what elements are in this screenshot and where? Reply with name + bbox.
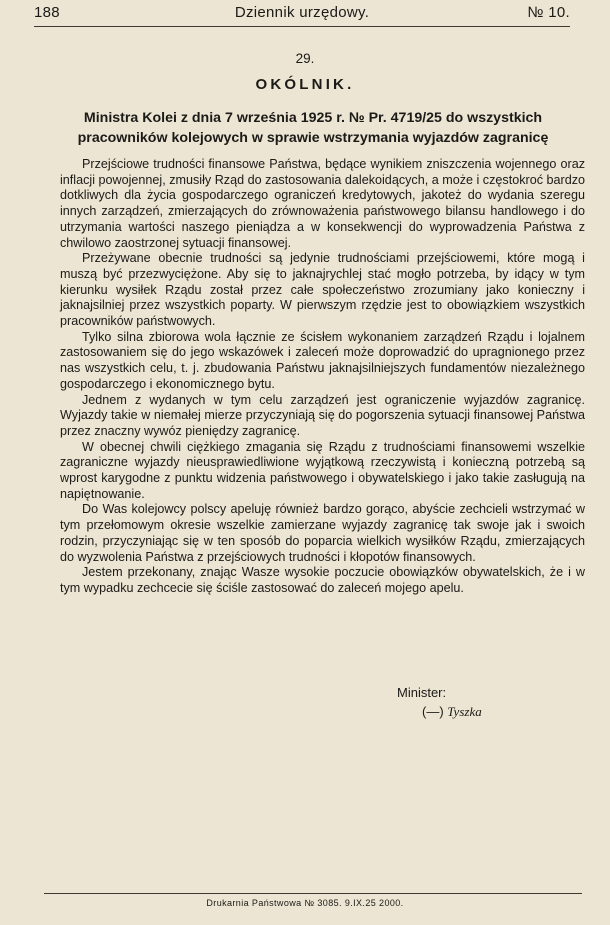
subtitle-line: Ministra Kolei z dnia 7 września 1925 r. № Pr. 4719/25 do wszystkich [83,110,543,126]
paragraph: Przejściowe trudności finansowe Państwa, będące wynikiem zniszczenia wojennego oraz inflacji powojennej, zmusiły Rząd do zastosowania dalekoidących, a może i częstokroć bardzo dotkliwych dla życia gospodarczego ograniczeń kredytowych, jakoteż do wydania szeregu innych zarządzeń, zmierzających do zrównoważenia państwowego bilansu handlowego i do utrzymania wartości naszego pieniądza a w konsekwencji do wyprowadzenia Państwa z chwilowo zaostrzonej sytuacji finansowej. [60,157,586,250]
paragraph: Jednem z wydanych w tym celu zarządzeń jest ograniczenie wyjazdów zagranicę. Wyjazdy takie w niemałej mierze przyczyniają się do pogorszenia sytuacji finansowej Państwa przez znaczny wywóz pieniędzy zagranicę. [60,392,585,438]
document-number: 29. [295,51,315,66]
signatory-name: Tyszka [447,704,482,719]
footer-divider [44,893,582,894]
document-type: OKÓLNIK. [255,76,355,93]
signature-block [397,683,482,721]
document-subtitle [42,108,584,148]
signature-prefix: (—) [422,704,444,719]
paragraph: Jestem przekonany, znając Wasze wysokie poczucie obowiązków obywatelskich, że i w tym wypadku zechcecie się ściśle zastosować do zaleceń mojego apelu. [60,565,585,595]
paragraph: Przeżywane obecnie trudności są jedynie trudnościami przejściowemi, które mogą i muszą być przezwyciężone. Aby się to jaknajrychlej stać mogło potrzeba, by idący w tym kierunku wysiłek Rządu został przez całe społeczeństwo zrozumiany jako konieczny i jaknajsilniej przez wszystkich poparty. W pierwszym rzędzie jest to obowiązkiem wszystkich pracowników państwowych. [60,251,585,329]
signatory-title: Minister: [397,685,447,700]
document-body [60,157,585,597]
header-divider [34,26,570,27]
printer-imprint: Drukarnia Państwowa № 3085. 9.IX.25 2000. [206,898,404,908]
paragraph: W obecnej chwili ciężkiego zmagania się Rządu z trudnościami finansowemi wszelkie zagraniczne wyjazdy nieusprawiedliwione wyjątkową rzeczywistą i konieczną potrzebą są wprost karygodne z punktu widzenia państwowego i obywatelskiego i jako takie zasługują na napiętnowanie. [60,439,585,501]
subtitle-line: pracowników kolejowych w sprawie wstrzymania wyjazdów zagranicę [77,130,549,146]
signature-line [397,702,482,721]
issue-number: № 10. [527,4,570,21]
page-header [34,4,570,24]
paragraph: Do Was kolejowcy polscy apeluję również bardzo gorąco, abyście zechcieli wstrzymać w tym przełomowym okresie wszelkie zamierzane wyjazdy zagranicę tak swoje jak i swoich rodzin, przyczyniając się w ten sposób do poparcia wielkich wysiłków Rządu, zmierzających do wyzwolenia Państwa z przejściowych trudności i kłopotów finansowych. [60,502,585,564]
journal-title: Dziennik urzędowy. [234,4,370,21]
page-number: 188 [34,4,60,21]
paragraph: Tylko silna zbiorowa wola łącznie ze ścisłem wykonaniem zarządzeń Rządu i lojalnem zastosowaniem się do jego wskazówek i zaleceń może doprowadzić do upragnionego przez nas wszystkich celu, t. j. zbudowania Państwu jaknajsilniejszych fundamentów niezależnego gospodarczego i ekonomicznego bytu. [60,329,585,391]
